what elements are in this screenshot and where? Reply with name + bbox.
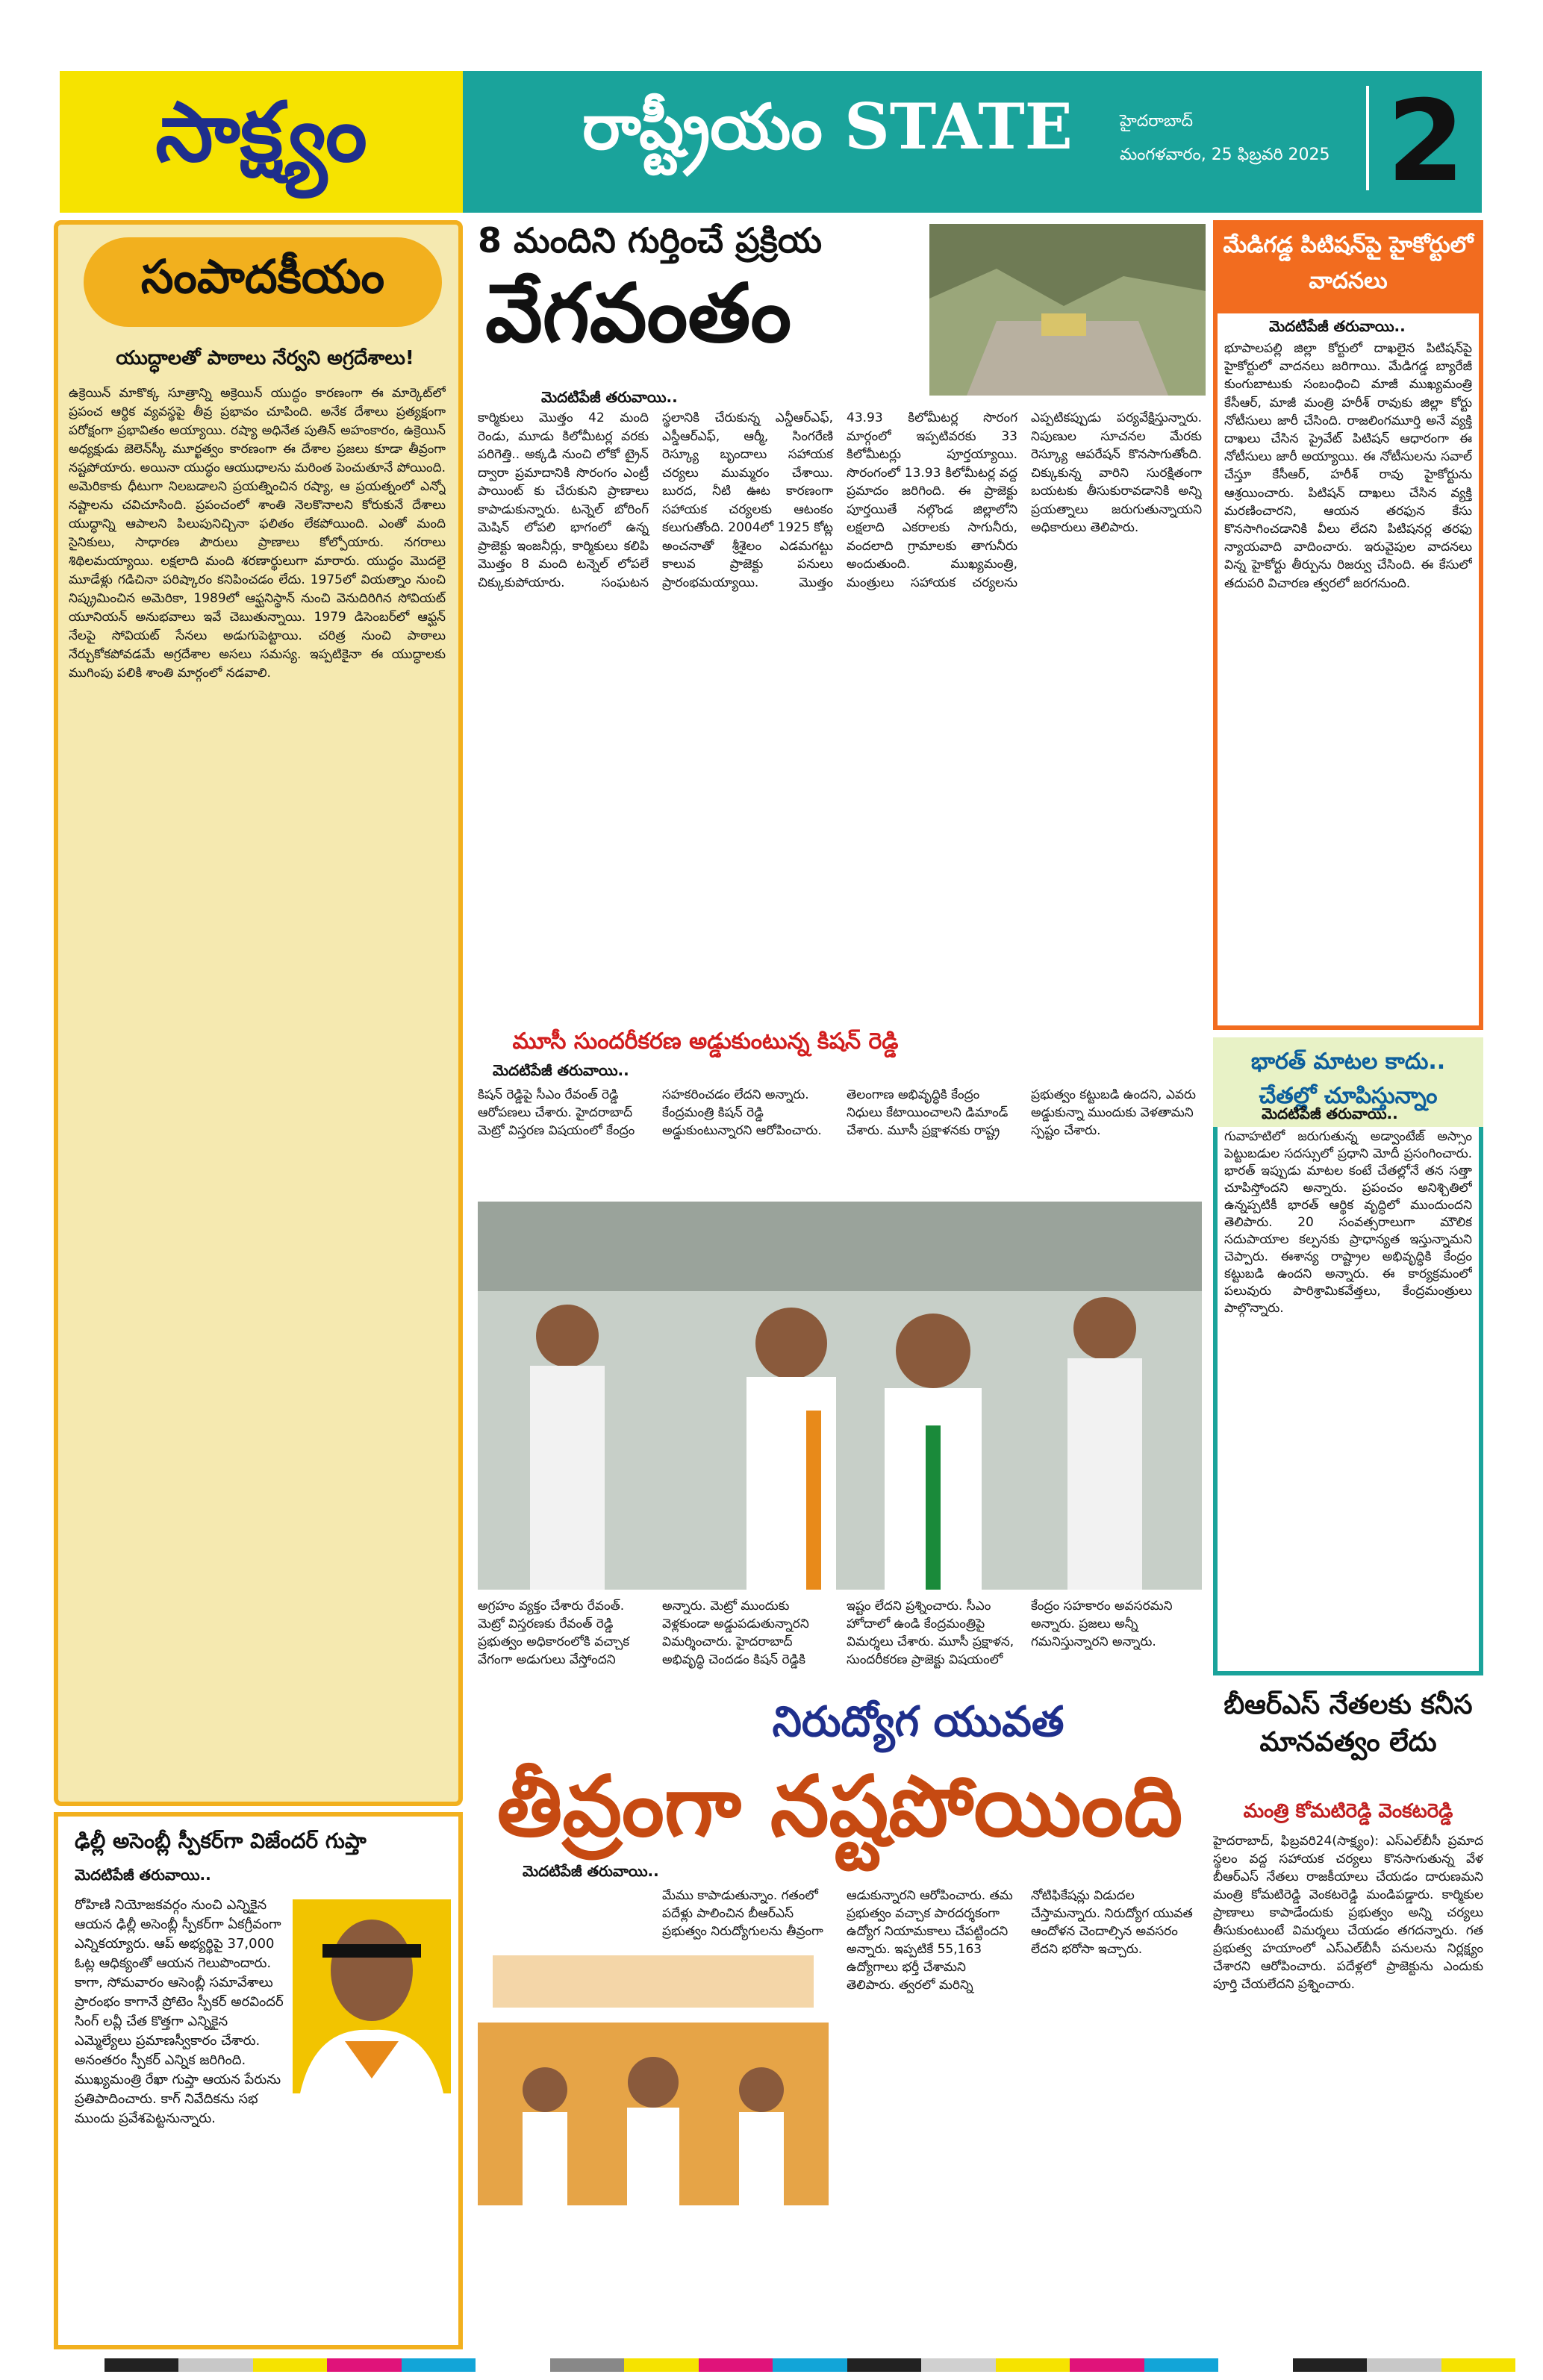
delhi-story-dateline: మెదటిపేజీ తరువాయి.. <box>75 1866 211 1884</box>
unemployment-text: మేము కాపాడుతున్నాం. గతంలో పదేళ్లు పాలించిన బీఆర్ఎస్ ప్రభుత్వం నిరుద్యోగులను తీవ్రంగా ఆడుకున్నారని ఆరోపించారు. తమ ప్రభుత్వం వచ్చాక పారదర్శకంగా ఉద్యోగ నియామకాలు చేపట్టిందని అన్నారు. ఇప్పటికే 55,163 ఉద్యోగాలు భర్తీ చేశామని తెలిపారు. త్వరలో మరిన్ని నోటిఫికేషన్లు విడుదల చేస్తామన్నారు. నిరుద్యోగ యువత ఆందోళన చెందాల్సిన అవసరం లేదని భరోసా ఇచ్చారు. <box>662 1888 1193 1993</box>
event-stage-photo <box>478 1940 829 2205</box>
brs-headline: బీఆర్ఎస్ నేతలకు కనీస మానవత్వం లేదు <box>1224 1690 1473 1758</box>
unemployment-kicker: నిరుద్యోగ యువత <box>772 1698 1064 1746</box>
delhi-story-body <box>75 1896 448 2336</box>
newspaper-logo: సాక్ష్యం <box>155 83 367 180</box>
editorial-title: సంపాదకీయం <box>140 249 385 304</box>
delhi-story-headline: ఢిల్లీ అసెంబ్లీ స్పీకర్‌గా విజేందర్ గుప్తా <box>75 1828 367 1853</box>
medigadda-dateline: మెదటిపేజీ తరువాయి.. <box>1269 317 1406 335</box>
page-number: 2 <box>1386 77 1465 207</box>
print-color-bar <box>30 2358 1515 2372</box>
musi-body: కిషన్ రెడ్డిపై సీఎం రేవంత్ రెడ్డి ఆరోపణలు చేశారు. హైదరాబాద్ మెట్రో విస్తరణ విషయంలో కేంద్రం సహకరించడం లేదని అన్నారు. కేంద్రమంత్రి కిషన్ రెడ్డి అడ్డుకుంటున్నారని ఆరోపించారు. తెలంగాణ అభివృద్ధికి కేంద్రం నిధులు కేటాయించాలని డిమాండ్ చేశారు. మూసీ ప్రక్షాళనకు రాష్ట్ర ప్రభుత్వం కట్టుబడి ఉందని, ఎవరు అడ్డుకున్నా ముందుకు వెళతామని స్పష్టం చేశారు. <box>478 1087 1196 1138</box>
medigadda-body: భూపాలపల్లి జిల్లా కోర్టులో దాఖలైన పిటిషన్‌పై హైకోర్టులో వాదనలు జరిగాయి. మేడిగడ్డ బ్యారేజీ కుంగుబాటుకు సంబంధించి మాజీ ముఖ్యమంత్రి కేసీఆర్, మాజీ మంత్రి హరీశ్ రావుకు జిల్లా కోర్టు నోటీసులు జారీ చేసింది. రాజలింగమూర్తి అనే వ్యక్తి దాఖలు చేసిన ప్రైవేట్ పిటిషన్ ఆధారంగా ఈ నోటీసులు జారీ అయ్యాయి. ఈ నోటీసులను సవాల్ చేస్తూ కేసీఆర్, హరీశ్ రావు హైకోర్టును ఆశ్రయించారు. పిటిషన్ దాఖలు చేసిన వ్యక్తి మరణించారని, ఆయన తరఫున కేసు కొనసాగించడానికి వీలు లేదని పిటిషనర్ల తరఫు న్యాయవాది వాదించారు. ఇరువైపుల వాదనలు విన్న హైకోర్టు తీర్పును రిజర్వు చేసింది. ఈ కేసులో తదుపరి విచారణ త్వరలో జరగనుంది. <box>1224 341 1472 591</box>
medigadda-headline: మేడిగడ్డ పిటిషన్‌పై హైకోర్టులో వాదనలు <box>1223 232 1474 294</box>
unemployment-dateline: మెదటిపేజీ తరువాయి.. <box>523 1862 659 1880</box>
leaders-stage-photo <box>478 1202 1202 1590</box>
brs-byline: మంత్రి కోమటిరెడ్డి వెంకటరెడ్డి <box>1243 1800 1453 1823</box>
musi-dateline: మెదటిపేజీ తరువాయి.. <box>493 1061 629 1079</box>
lead-headline: వేగవంతం <box>485 266 792 360</box>
dateline-date: మంగళవారం, 25 ఫిబ్రవరి 2025 <box>1120 146 1330 164</box>
lead-dateline: మెదటిపేజీ తరువాయి.. <box>541 388 678 406</box>
photo-story-body: అగ్రహం వ్యక్తం చేశారు రేవంత్. మెట్రో విస్తరణకు రేవంత్ రెడ్డి ప్రభుత్వం అధికారంలోకి వచ్చాక వేగంగా అడుగులు వేస్తోందని అన్నారు. మెట్రో ముందుకు వెళ్లకుండా అడ్డుపడుతున్నారని విమర్శించారు. హైదరాబాద్ అభివృద్ధి చెందడం కిషన్ రెడ్డికి ఇష్టం లేదని ప్రశ్నించారు. సీఎం హోదాలో ఉండి కేంద్రమంత్రిపై విమర్శలు చేశారు. మూసీ ప్రక్షాళన, సుందరీకరణ ప్రాజెక్టు విషయంలో కేంద్రం సహకారం అవసరమని అన్నారు. ప్రజలు అన్నీ గమనిస్తున్నారని అన్నారు. <box>478 1599 1173 1667</box>
editorial-subtitle: యుద్ధాలతో పాఠాలు నేర్వని అగ్రదేశాలు! <box>116 347 414 369</box>
bharat-headline: భారత్ మాటల కాదు.. చేతల్లో చూపిస్తున్నాం <box>1250 1049 1446 1109</box>
unemployment-headline: తీవ్రంగా నష్టపోయింది <box>496 1758 1183 1855</box>
masthead-divider <box>1366 86 1369 190</box>
dateline-city: హైదరాబాద్ <box>1120 112 1193 131</box>
section-title: రాష్ట్రీయం STATE <box>582 90 1073 163</box>
tunnel-site-photo <box>929 224 1206 396</box>
delhi-story-text: రోహిణి నియోజకవర్గం నుంచి ఎన్నికైన ఆయన ఢిల్లీ అసెంబ్లీ స్పీకర్‌గా ఏకగ్రీవంగా ఎన్నికయ్యారు. ఆప్ అభ్యర్థిపై 37,000 ఓట్ల ఆధిక్యంతో ఆయన గెలుపొందారు. కాగా, సోమవారం ఆసెంబ్లీ సమావేశాలు ప్రారంభం కాగానే ప్రోటెం స్పీకర్ అరవిందర్ సింగ్ లవ్లీ చేత కొత్తగా ఎన్నికైన ఎమ్మెల్యేలు ప్రమాణస్వీకారం చేశారు. అనంతరం స్పీకర్ ఎన్నిక జరిగింది. ముఖ్యమంత్రి రేఖా గుప్తా ఆయన పేరును ప్రతిపాదించారు. కాగ్ నివేదికను సభ ముందు ప్రవేశపెట్టనున్నారు. <box>75 1897 284 2126</box>
editorial-body: ఉక్రెయిన్ మాకొక్క సూత్రాన్ని అక్రెయిన్ యుద్ధం కారణంగా ఈ మార్కెట్‌లో ప్రపంచ ఆర్థిక వ్యవస్థపై తీవ్ర ప్రభావం చూపింది. అనేక దేశాలు ప్రత్యక్షంగా పరోక్షంగా ప్రభావితం అయ్యాయి. రష్యా అధినేత పుతిన్ అహంకారం, ఉక్రెయిన్ అధ్యక్షుడు జెలెన్‌స్కీ మూర్ఖత్వం కారణంగా ఈ దేశాల ప్రజలు కూడా తీవ్రంగా నష్టపోయారు. అయినా యుద్ధం ఆయుధాలను మరింత పెంచుతూనే పోయింది. అమెరికాకు ధీటుగా నిలబడాలని ప్రయత్నించిన రష్యా, ఆ ప్రయత్నంలో ఎన్నో నష్టాలను చవిచూసింది. ప్రపంచంలో శాంతి నెలకొనాలని కోరుకునే దేశాలు యుద్ధాన్ని ఆపాలని పిలుపునిచ్చినా ఫలితం లేకపోయింది. ఎంతో మంది సైనికులు, సాధారణ పౌరులు ప్రాణాలు కోల్పోయారు. నగరాలు శిథిలమయ్యాయి. లక్షలాది మంది శరణార్థులుగా మారారు. యుద్ధం మొదలై మూడేళ్లు గడిచినా పరిష్కారం కనిపించడం లేదు. 1975లో వియత్నాం నుంచి నిష్క్రమించిన అమెరికా, 1989లో ఆఫ్ఘనిస్థాన్ నుంచి వెనుదిరిగిన సోవియట్ యూనియన్ అనుభవాలు ఇవే చెబుతున్నాయి. 1979 డిసెంబర్‌లో ఆఫ్ఘన్ నేలపై సోవియట్ సేనలు అడుగుపెట్టాయి. చరిత్ర నుంచి పాఠాలు నేర్చుకోకపోవడమే అగ్రదేశాల అసలు సమస్య. ఇప్పటికైనా ఈ యుద్ధాలకు ముగింపు పలికి శాంతి మార్గంలో నడవాలి. <box>69 386 446 681</box>
lead-kicker: 8 మందిని గుర్తించే ప్రక్రియ <box>478 220 822 260</box>
lead-body: కార్మికులు మొత్తం 42 మంది రెండు, మూడు కిలోమీటర్ల వరకు పరిగెత్తి.. అక్కడి నుంచి లోకో ట్రైన్ ద్వారా ప్రమాదానికి సొరంగం ఎంట్రీ పాయింట్ కు చేరుకుని ప్రాణాలు కాపాడుకున్నారు. టన్నెల్ బోరింగ్ మెషిన్ లోపలి భాగంలో ఉన్న ప్రాజెక్టు ఇంజనీర్లు, కార్మికులు కలిపి మొత్తం 8 మంది టన్నెల్ లోపలే చిక్కుకుపోయారు. సంఘటన స్థలానికి చేరుకున్న ఎన్డీఆర్‌ఎఫ్, ఎస్డీఆర్‌ఎఫ్, ఆర్మీ, సింగరేణి రెస్క్యూ బృందాలు సహాయక చర్యలు ముమ్మరం చేశాయి. బురద, నీటి ఊట కారణంగా సహాయక చర్యలకు ఆటంకం కలుగుతోంది. 2004లో 1925 కోట్ల అంచనాతో శ్రీశైలం ఎడమగట్టు కాలువ ప్రాజెక్టు పనులు ప్రారంభమయ్యాయి. మొత్తం 43.93 కిలోమీటర్ల సొరంగ మార్గంలో ఇప్పటివరకు 33 కిలోమీటర్లు పూర్తయ్యాయి. సొరంగంలో 13.93 కిలోమీటర్ల వద్ద ప్రమాదం జరిగింది. ఈ ప్రాజెక్టు పూర్తయితే నల్గొండ జిల్లాలోని లక్షలాది ఎకరాలకు సాగునీరు, వందలాది గ్రామాలకు తాగునీరు అందుతుంది. ముఖ్యమంత్రి, మంత్రులు సహాయక చర్యలను ఎప్పటికప్పుడు పర్యవేక్షిస్తున్నారు. నిపుణుల సూచనల మేరకు రెస్క్యూ ఆపరేషన్ కొనసాగుతోంది. చిక్కుకున్న వారిని సురక్షితంగా బయటకు తీసుకురావడానికి అన్ని ప్రయత్నాలు జరుగుతున్నాయని అధికారులు తెలిపారు. <box>478 410 1202 590</box>
musi-headline: మూసీ సుందరీకరణ అడ్డుకుంటున్న కిషన్ రెడ్డి <box>512 1028 899 1055</box>
brs-body: హైదరాబాద్, ఫిబ్రవరి24(సాక్ష్యం): ఎస్ఎల్‌బీసీ ప్రమాద స్థలం వద్ద సహాయక చర్యలు కొనసాగుతున్న వేళ బీఆర్ఎస్ నేతలు రాజకీయాలు చేయడం దారుణమని మంత్రి కోమటిరెడ్డి వెంకటరెడ్డి మండిపడ్డారు. కార్మికుల ప్రాణాలు కాపాడేందుకు ప్రభుత్వం అన్ని చర్యలు తీసుకుంటుంటే విమర్శలు చేయడం తగదన్నారు. గత ప్రభుత్వ హయాంలో ఎస్ఎల్‌బీసీ పనులను నిర్లక్ష్యం చేశారని ఆరోపించారు. పదేళ్లలో ప్రాజెక్టును ఎందుకు పూర్తి చేయలేదని ప్రశ్నించారు. <box>1213 1834 1483 1992</box>
bharat-body: గువాహటిలో జరుగుతున్న అడ్వాంటేజ్ అస్సాం పెట్టుబడుల సదస్సులో ప్రధాని మోదీ ప్రసంగించారు. భారత్ ఇప్పుడు మాటల కంటే చేతల్లోనే తన సత్తా చూపిస్తోందని అన్నారు. ప్రపంచం అనిశ్చితిలో ఉన్నప్పటికీ భారత్ ఆర్థిక వృద్ధిలో ముందుందని తెలిపారు. 20 సంవత్సరాలుగా మౌలిక సదుపాయాల కల్పనకు ప్రాధాన్యత ఇస్తున్నామని చెప్పారు. ఈశాన్య రాష్ట్రాల అభివృద్ధికి కేంద్రం కట్టుబడి ఉందని అన్నారు. ఈ కార్యక్రమంలో పలువురు పారిశ్రామికవేత్తలు, కేంద్రమంత్రులు పాల్గొన్నారు. <box>1224 1129 1472 1316</box>
bharat-dateline: మెదటిపేజీ తరువాయి.. <box>1262 1105 1398 1122</box>
